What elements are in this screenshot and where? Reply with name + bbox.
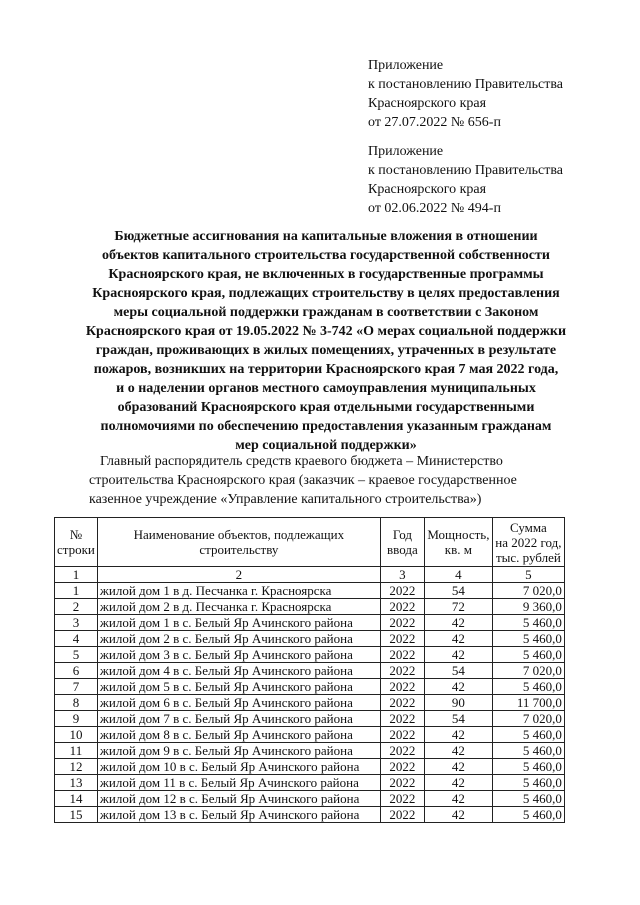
header-row-number: № строки [55, 518, 98, 567]
title-line: меры социальной поддержки гражданам в соответствии с Законом [113, 305, 539, 320]
title-line: Красноярского края, подлежащих строительству в целях предоставления [92, 286, 560, 301]
appendix-date-number: от 02.06.2022 № 494-п [368, 201, 501, 216]
title-line: полномочиями по обеспечению предоставления указанным гражданам [100, 419, 552, 434]
commission-year-cell: 2022 [380, 727, 424, 743]
capacity-cell: 42 [424, 631, 492, 647]
object-name-cell: жилой дом 7 в с. Белый Яр Ачинского района [97, 711, 380, 727]
appendix-block-656 [368, 56, 563, 132]
commission-year-cell: 2022 [380, 695, 424, 711]
distributor-line: Главный распорядитель средств краевого бюджета – Министерство [100, 454, 503, 469]
table-row [55, 615, 565, 631]
commission-year-cell: 2022 [380, 647, 424, 663]
appendix-date-number: от 27.07.2022 № 656-п [368, 115, 501, 130]
object-name-cell: жилой дом 9 в с. Белый Яр Ачинского района [97, 743, 380, 759]
distributor-line: казенное учреждение «Управление капитального строительства») [89, 492, 482, 507]
amount-cell: 7 020,0 [492, 663, 564, 679]
commission-year-cell: 2022 [380, 791, 424, 807]
object-name-cell: жилой дом 4 в с. Белый Яр Ачинского района [97, 663, 380, 679]
row-number-cell: 8 [55, 695, 98, 711]
capacity-cell: 42 [424, 775, 492, 791]
budget-distributor-paragraph [89, 452, 580, 509]
table-row [55, 711, 565, 727]
column-number: 1 [55, 567, 98, 583]
object-name-cell: жилой дом 3 в с. Белый Яр Ачинского района [97, 647, 380, 663]
amount-cell: 5 460,0 [492, 791, 564, 807]
title-line: Красноярского края от 19.05.2022 № 3-742 «О мерах социальной поддержки [85, 324, 567, 339]
appendix-block-494 [368, 142, 563, 218]
commission-year-cell: 2022 [380, 615, 424, 631]
amount-cell: 11 700,0 [492, 695, 564, 711]
table-header-row [55, 518, 565, 567]
row-number-cell: 12 [55, 759, 98, 775]
amount-cell: 9 360,0 [492, 599, 564, 615]
appendix-label: Приложение [368, 144, 444, 159]
commission-year-cell: 2022 [380, 807, 424, 823]
header-amount: Сумма на 2022 год, тыс. рублей [492, 518, 564, 567]
table-row [55, 727, 565, 743]
table-row [55, 599, 565, 615]
row-number-cell: 5 [55, 647, 98, 663]
table-row [55, 679, 565, 695]
column-number: 2 [97, 567, 380, 583]
table-row [55, 695, 565, 711]
object-name-cell: жилой дом 13 в с. Белый Яр Ачинского района [97, 807, 380, 823]
amount-cell: 5 460,0 [492, 679, 564, 695]
object-name-cell: жилой дом 1 в с. Белый Яр Ачинского района [97, 615, 380, 631]
table-row [55, 631, 565, 647]
object-name-cell: жилой дом 6 в с. Белый Яр Ачинского района [97, 695, 380, 711]
table-row [55, 743, 565, 759]
commission-year-cell: 2022 [380, 631, 424, 647]
object-name-cell: жилой дом 10 в с. Белый Яр Ачинского района [97, 759, 380, 775]
document-title [40, 227, 612, 455]
title-line: образований Красноярского края отдельными государственными [117, 400, 535, 415]
capacity-cell: 42 [424, 727, 492, 743]
capacity-cell: 42 [424, 807, 492, 823]
row-number-cell: 14 [55, 791, 98, 807]
capacity-cell: 72 [424, 599, 492, 615]
amount-cell: 5 460,0 [492, 615, 564, 631]
title-line: Бюджетные ассигнования на капитальные вложения в отношении [114, 229, 538, 244]
capacity-cell: 90 [424, 695, 492, 711]
title-line: и о наделении органов местного самоуправления муниципальных [116, 381, 536, 396]
table-row [55, 583, 565, 599]
header-capacity: Мощность, кв. м [424, 518, 492, 567]
capacity-cell: 54 [424, 711, 492, 727]
column-number: 5 [492, 567, 564, 583]
header-commission-year: Год ввода [380, 518, 424, 567]
table-body [55, 583, 565, 823]
row-number-cell: 4 [55, 631, 98, 647]
commission-year-cell: 2022 [380, 775, 424, 791]
amount-cell: 7 020,0 [492, 583, 564, 599]
commission-year-cell: 2022 [380, 599, 424, 615]
object-name-cell: жилой дом 2 в д. Песчанка г. Красноярска [97, 599, 380, 615]
amount-cell: 5 460,0 [492, 727, 564, 743]
capacity-cell: 42 [424, 679, 492, 695]
amount-cell: 7 020,0 [492, 711, 564, 727]
commission-year-cell: 2022 [380, 743, 424, 759]
amount-cell: 5 460,0 [492, 775, 564, 791]
row-number-cell: 9 [55, 711, 98, 727]
row-number-cell: 1 [55, 583, 98, 599]
row-number-cell: 10 [55, 727, 98, 743]
row-number-cell: 3 [55, 615, 98, 631]
object-name-cell: жилой дом 2 в с. Белый Яр Ачинского района [97, 631, 380, 647]
capacity-cell: 42 [424, 743, 492, 759]
capacity-cell: 42 [424, 759, 492, 775]
title-line: граждан, проживающих в жилых помещениях, утраченных в результате [95, 343, 557, 358]
column-number: 3 [380, 567, 424, 583]
commission-year-cell: 2022 [380, 679, 424, 695]
table-row [55, 775, 565, 791]
row-number-cell: 7 [55, 679, 98, 695]
appendix-label: Приложение [368, 58, 444, 73]
commission-year-cell: 2022 [380, 583, 424, 599]
amount-cell: 5 460,0 [492, 647, 564, 663]
table-row [55, 791, 565, 807]
capacity-cell: 42 [424, 615, 492, 631]
capacity-cell: 42 [424, 647, 492, 663]
object-name-cell: жилой дом 8 в с. Белый Яр Ачинского района [97, 727, 380, 743]
title-line: мер социальной поддержки» [235, 438, 417, 453]
capacity-cell: 54 [424, 663, 492, 679]
appendix-region: Красноярского края [368, 182, 487, 197]
appendix-resolution-ref: к постановлению Правительства [368, 77, 564, 92]
table-row [55, 663, 565, 679]
table-row [55, 759, 565, 775]
capacity-cell: 54 [424, 583, 492, 599]
commission-year-cell: 2022 [380, 759, 424, 775]
commission-year-cell: 2022 [380, 663, 424, 679]
object-name-cell: жилой дом 5 в с. Белый Яр Ачинского района [97, 679, 380, 695]
capacity-cell: 42 [424, 791, 492, 807]
row-number-cell: 15 [55, 807, 98, 823]
object-name-cell: жилой дом 1 в д. Песчанка г. Красноярска [97, 583, 380, 599]
object-name-cell: жилой дом 12 в с. Белый Яр Ачинского района [97, 791, 380, 807]
column-number-row [55, 567, 565, 583]
title-line: объектов капитального строительства государственной собственности [102, 248, 550, 263]
title-line: Красноярского края, не включенных в государственные программы [108, 267, 544, 282]
row-number-cell: 11 [55, 743, 98, 759]
header-object-name: Наименование объектов, подлежащих строительству [97, 518, 380, 567]
appendix-region: Красноярского края [368, 96, 487, 111]
table-row [55, 807, 565, 823]
title-line: пожаров, возникших на территории Красноярского края 7 мая 2022 года, [93, 362, 559, 377]
row-number-cell: 2 [55, 599, 98, 615]
capital-investment-table [54, 517, 565, 823]
row-number-cell: 13 [55, 775, 98, 791]
appendix-resolution-ref: к постановлению Правительства [368, 163, 564, 178]
row-number-cell: 6 [55, 663, 98, 679]
table-row [55, 647, 565, 663]
amount-cell: 5 460,0 [492, 743, 564, 759]
amount-cell: 5 460,0 [492, 807, 564, 823]
amount-cell: 5 460,0 [492, 631, 564, 647]
object-name-cell: жилой дом 11 в с. Белый Яр Ачинского района [97, 775, 380, 791]
distributor-line: строительства Красноярского края (заказчик – краевое государственное [89, 473, 517, 488]
amount-cell: 5 460,0 [492, 759, 564, 775]
commission-year-cell: 2022 [380, 711, 424, 727]
column-number: 4 [424, 567, 492, 583]
